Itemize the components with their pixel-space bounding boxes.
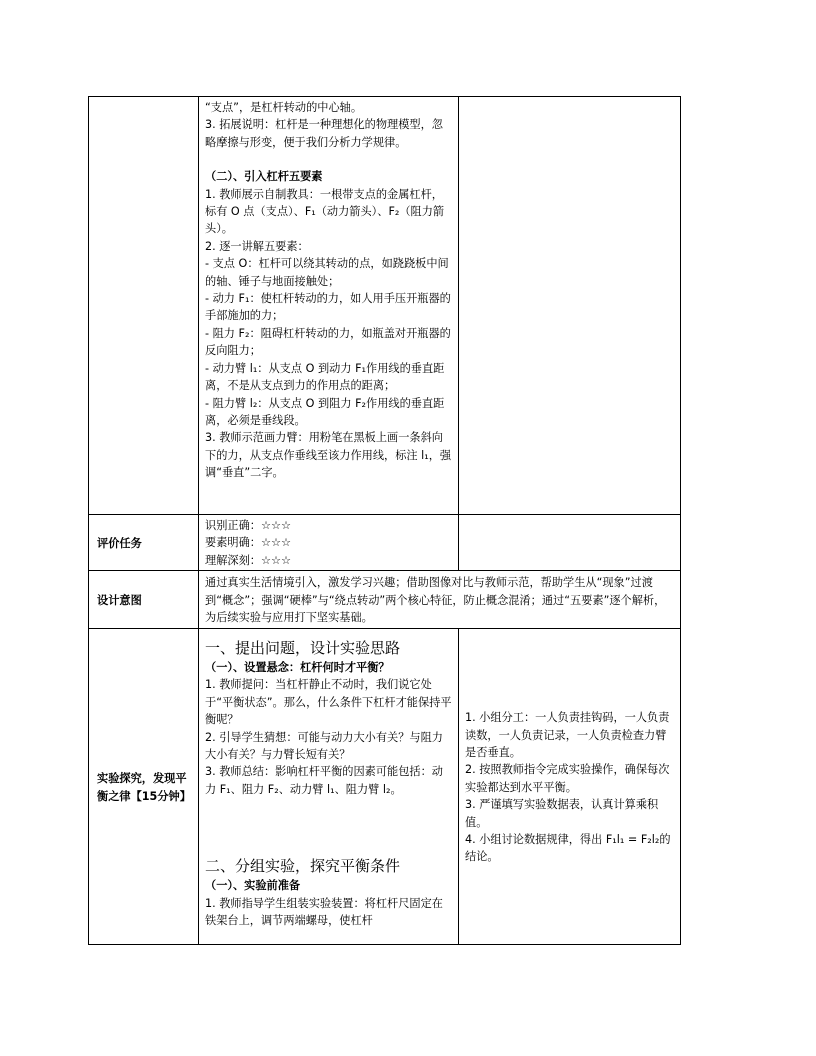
row-design-intent — [89, 571, 681, 629]
lesson-plan-table — [88, 96, 681, 945]
design-intent-text: 通过真实生活情境引入，激发学习兴趣；借助图像对比与教师示范，帮助学生从“现象”过渡到“概念”；强调“硬棒”与“绕点转动”两个核心特征，防止概念混淆；通过“五要素”逐个解析，为后续实验与应用打下坚实基础。 — [199, 571, 681, 629]
section-title: （二）、引入杠杆五要素 — [205, 170, 323, 184]
student-item: 2. 按照教师指令完成实验操作，确保每次实验都达到水平平衡。 — [465, 763, 670, 794]
student-item: 4. 小组讨论数据规律，得出 F₁l₁ = F₂l₂的结论。 — [465, 833, 671, 864]
list-item: - 阻力 F₂：阻碍杠杆转动的力，如瓶盖对开瓶器的反向阻力； — [205, 326, 451, 358]
list-item: - 支点 O：杠杆可以绕其转动的点，如跷跷板中间的轴、锤子与地面接触处； — [205, 257, 449, 288]
student-item: 1. 小组分工：一人负责挂钩码，一人负责读数，一人负责记录，一人负责检查力臂是否垂直。 — [465, 711, 670, 759]
list-item: 1. 教师提问：当杠杆静止不动时，我们说它处于“平衡状态”。那么，什么条件下杠杆才能保持平衡呢？ — [205, 678, 452, 727]
list-item: - 阻力臂 l₂：从支点 O 到阻力 F₂作用线的垂直距离，必须是垂线段。 — [205, 396, 445, 427]
list-item: - 动力臂 l₁：从支点 O 到动力 F₁作用线的垂直距离，不是从支点到力的作用点的距离； — [205, 361, 445, 393]
list-item: 2. 逐一讲解五要素： — [205, 239, 309, 253]
row-evaluation — [89, 515, 681, 571]
list-item: - 动力 F₁：使杠杆转动的力，如人用手压开瓶器的手部施加的力； — [205, 292, 451, 323]
experiment-teacher-cell — [199, 629, 459, 945]
list-item: 3. 教师总结：影响杠杆平衡的因素可能包括：动力 F₁、阻力 F₂、动力臂 l₁、阻力臂 l₂。 — [205, 765, 443, 796]
teacher-text: “支点”，是杠杆转动的中心轴。 — [205, 101, 363, 114]
evaluation-label: 评价任务 — [89, 515, 199, 571]
list-item: 3. 教师示范画力臂：用粉笔在黑板上画一条斜向下的力，从支点作垂线至该力作用线，标注 l₁，强调“垂直”二字。 — [205, 431, 452, 480]
row-lever-elements — [89, 97, 681, 515]
heading-2: 二、分组实验，探究平衡条件 — [205, 857, 401, 876]
teacher-text: 3. 拓展说明：杠杆是一种理想化的物理模型，忽略摩擦与形变，便于我们分析力学规律。 — [205, 118, 443, 149]
evaluation-items-cell — [199, 515, 459, 571]
student-item: 3. 严谨填写实验数据表，认真计算乘积值。 — [465, 798, 659, 829]
list-item: 2. 引导学生猜想：可能与动力大小有关？与阻力大小有关？与力臂长短有关？ — [205, 730, 443, 762]
heading-1: 一、提出问题，设计实验思路 — [205, 639, 401, 657]
subheading-1: （一）、设置悬念：杠杆何时才平衡？ — [205, 661, 390, 674]
list-item: 1. 教师展示自制教具：一根带支点的金属杠杆，标有 O 点（支点）、F₁（动力箭头）、F₂（阻力箭头）。 — [205, 187, 445, 236]
evaluation-item: 要素明确：☆☆☆ — [205, 536, 292, 550]
experiment-label: 实验探究，发现平衡之律【15分钟】 — [89, 629, 199, 945]
list-item: 1. 教师指导学生组装实验装置：将杠杆尺固定在铁架台上，调节两端螺母，使杠杆 — [205, 896, 443, 928]
experiment-student-cell — [459, 629, 681, 945]
row1-label-cell — [89, 97, 199, 515]
row1-student-cell — [459, 97, 681, 515]
evaluation-empty-cell — [459, 515, 681, 571]
subheading-2: （一）、实验前准备 — [205, 879, 301, 893]
row-experiment — [89, 629, 681, 945]
row1-teacher-cell — [199, 97, 459, 515]
evaluation-item: 识别正确：☆☆☆ — [205, 519, 292, 532]
design-intent-label: 设计意图 — [89, 571, 199, 629]
evaluation-item: 理解深刻：☆☆☆ — [205, 553, 292, 567]
